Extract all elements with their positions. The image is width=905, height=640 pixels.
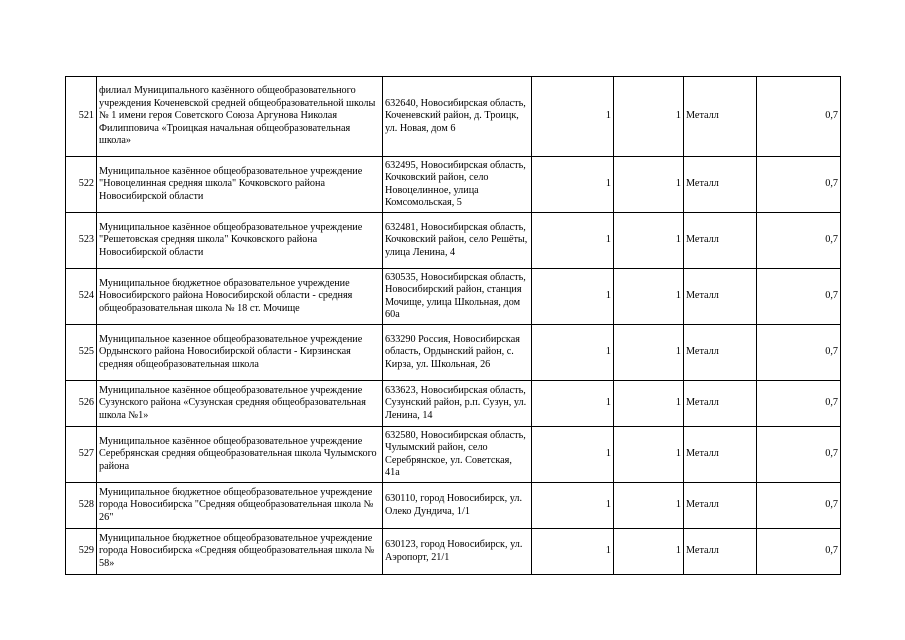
cell-row-number [66, 483, 97, 529]
cell-value [757, 325, 841, 381]
material-text: Металл [686, 346, 719, 358]
institution-address-text: 633290 Россия, Новосибирская область, Ордынский район, с. Кирза, ул. Школьная, 26 [385, 333, 520, 370]
cell-material [684, 325, 757, 381]
cell-institution-name [97, 381, 383, 427]
cell-value [757, 77, 841, 157]
institution-name-text: Муниципальное казённое общеобразовательное учреждение "Новоцелинная средняя школа" Кочковского района Новосибирской области [99, 165, 363, 202]
value-text: 0,7 [825, 545, 838, 557]
cell-material [684, 213, 757, 269]
quantity-2-text: 1 [675, 290, 681, 302]
material-text: Металл [686, 234, 719, 246]
row-number-text: 529 [78, 545, 94, 557]
quantity-1-text: 1 [605, 178, 611, 190]
cell-institution-name [97, 269, 383, 325]
cell-row-number [66, 427, 97, 483]
value-text: 0,7 [825, 234, 838, 246]
cell-quantity-1 [532, 213, 614, 269]
material-text: Металл [686, 448, 719, 460]
quantity-1-text: 1 [605, 234, 611, 246]
cell-quantity-1 [532, 529, 614, 575]
institution-name-text: Муниципальное бюджетное общеобразовательное учреждение города Новосибирска «Средняя общеобразовательная школа № 58» [99, 532, 375, 569]
cell-institution-name [97, 157, 383, 213]
cell-quantity-2 [614, 529, 684, 575]
cell-institution-name [97, 427, 383, 483]
material-text: Металл [686, 290, 719, 302]
material-text: Металл [686, 545, 719, 557]
cell-row-number [66, 325, 97, 381]
cell-institution-address [383, 77, 532, 157]
value-text: 0,7 [825, 499, 838, 511]
material-text: Металл [686, 178, 719, 190]
quantity-2-text: 1 [675, 499, 681, 511]
quantity-2-text: 1 [675, 346, 681, 358]
quantity-1-text: 1 [605, 397, 611, 409]
table-row [66, 213, 841, 269]
cell-institution-name [97, 483, 383, 529]
row-number-text: 523 [78, 234, 94, 246]
institution-name-text: Муниципальное бюджетное образовательное учреждение Новосибирского района Новосибирской области - средняя общеобразовательная школа № 18 ст. Мочище [99, 277, 353, 314]
row-number-text: 525 [78, 346, 94, 358]
institution-address-text: 630110, город Новосибирск, ул. Олеко Дундича, 1/1 [385, 493, 523, 517]
table-body [66, 77, 841, 575]
institution-address-text: 633623, Новосибирская область, Сузунский район, р.п. Сузун, ул. Ленина, 14 [385, 384, 527, 421]
cell-quantity-1 [532, 381, 614, 427]
cell-quantity-2 [614, 483, 684, 529]
cell-institution-address [383, 483, 532, 529]
quantity-2-text: 1 [675, 234, 681, 246]
table-row [66, 157, 841, 213]
cell-row-number [66, 269, 97, 325]
cell-quantity-2 [614, 427, 684, 483]
cell-quantity-2 [614, 213, 684, 269]
cell-quantity-2 [614, 77, 684, 157]
quantity-1-text: 1 [605, 110, 611, 122]
cell-institution-name [97, 77, 383, 157]
cell-material [684, 381, 757, 427]
table-row [66, 427, 841, 483]
quantity-2-text: 1 [675, 178, 681, 190]
value-text: 0,7 [825, 397, 838, 409]
institution-name-text: Муниципальное казённое общеобразовательное учреждение Сузунского района «Сузунская средняя общеобразовательная школа №1» [99, 384, 366, 421]
cell-quantity-2 [614, 157, 684, 213]
value-text: 0,7 [825, 346, 838, 358]
cell-row-number [66, 529, 97, 575]
cell-quantity-2 [614, 381, 684, 427]
row-number-text: 528 [78, 499, 94, 511]
cell-institution-address [383, 427, 532, 483]
cell-value [757, 427, 841, 483]
cell-value [757, 381, 841, 427]
cell-quantity-1 [532, 157, 614, 213]
cell-row-number [66, 213, 97, 269]
cell-value [757, 529, 841, 575]
quantity-2-text: 1 [675, 448, 681, 460]
institution-name-text: Муниципальное казённое общеобразовательное учреждение Серебрянская средняя общеобразовательная школа Чулымского района [99, 435, 377, 472]
cell-quantity-2 [614, 269, 684, 325]
cell-material [684, 157, 757, 213]
material-text: Металл [686, 499, 719, 511]
cell-value [757, 483, 841, 529]
cell-institution-address [383, 529, 532, 575]
institution-address-text: 632640, Новосибирская область, Коченевский район, д. Троицк, ул. Новая, дом 6 [385, 97, 526, 134]
row-number-text: 526 [78, 397, 94, 409]
cell-institution-address [383, 269, 532, 325]
cell-material [684, 77, 757, 157]
value-text: 0,7 [825, 178, 838, 190]
cell-quantity-2 [614, 325, 684, 381]
institution-address-text: 630535, Новосибирская область, Новосибирский район, станция Мочище, улица Школьная, дом 60а [385, 271, 526, 320]
quantity-1-text: 1 [605, 545, 611, 557]
cell-material [684, 427, 757, 483]
quantity-1-text: 1 [605, 499, 611, 511]
institution-address-text: 632481, Новосибирская область, Кочковский район, село Решёты, улица Ленина, 4 [385, 221, 528, 258]
institution-address-text: 630123, город Новосибирск, ул. Аэропорт, 21/1 [385, 539, 523, 563]
table-row [66, 381, 841, 427]
cell-row-number [66, 77, 97, 157]
row-number-text: 527 [78, 448, 94, 460]
institution-name-text: Муниципальное казенное общеобразовательное учреждение Ордынского района Новосибирской области - Кирзинская средняя общеобразовательная школа [99, 333, 363, 370]
value-text: 0,7 [825, 290, 838, 302]
table-row [66, 529, 841, 575]
cell-institution-name [97, 529, 383, 575]
value-text: 0,7 [825, 110, 838, 122]
quantity-2-text: 1 [675, 110, 681, 122]
cell-quantity-1 [532, 77, 614, 157]
institution-name-text: филиал Муниципального казённого общеобразовательного учреждения Коченевской средней общеобразовательной школы № 1 имени героя Советского Союза Аргунова Николая Филипповича «Троицкая начальная общеобразовательная школа» [99, 85, 376, 147]
cell-quantity-1 [532, 483, 614, 529]
table-row [66, 269, 841, 325]
cell-material [684, 529, 757, 575]
cell-institution-address [383, 381, 532, 427]
institution-name-text: Муниципальное казённое общеобразовательное учреждение "Решетовская средняя школа" Кочковского района Новосибирской области [99, 221, 363, 258]
material-text: Металл [686, 110, 719, 122]
quantity-1-text: 1 [605, 448, 611, 460]
quantity-1-text: 1 [605, 346, 611, 358]
cell-quantity-1 [532, 325, 614, 381]
material-text: Металл [686, 397, 719, 409]
institution-address-text: 632495, Новосибирская область, Кочковский район, село Новоцелинное, улица Комсомольская, 5 [385, 159, 526, 208]
cell-value [757, 157, 841, 213]
cell-institution-address [383, 157, 532, 213]
cell-institution-address [383, 325, 532, 381]
cell-row-number [66, 157, 97, 213]
institution-address-text: 632580, Новосибирская область, Чулымский район, село Серебрянское, ул. Советская, 41а [385, 429, 526, 478]
quantity-2-text: 1 [675, 397, 681, 409]
table-row [66, 483, 841, 529]
row-number-text: 522 [78, 178, 94, 190]
cell-material [684, 483, 757, 529]
cell-material [684, 269, 757, 325]
cell-institution-name [97, 213, 383, 269]
cell-institution-name [97, 325, 383, 381]
row-number-text: 521 [78, 110, 94, 122]
cell-row-number [66, 381, 97, 427]
institution-name-text: Муниципальное бюджетное общеобразовательное учреждение города Новосибирска "Средняя общеобразовательная школа № 26" [99, 486, 374, 523]
cell-value [757, 269, 841, 325]
quantity-2-text: 1 [675, 545, 681, 557]
cell-quantity-1 [532, 269, 614, 325]
row-number-text: 524 [78, 290, 94, 302]
table-row [66, 325, 841, 381]
cell-quantity-1 [532, 427, 614, 483]
cell-institution-address [383, 213, 532, 269]
schools-table [65, 76, 841, 575]
cell-value [757, 213, 841, 269]
value-text: 0,7 [825, 448, 838, 460]
quantity-1-text: 1 [605, 290, 611, 302]
table-row [66, 77, 841, 157]
